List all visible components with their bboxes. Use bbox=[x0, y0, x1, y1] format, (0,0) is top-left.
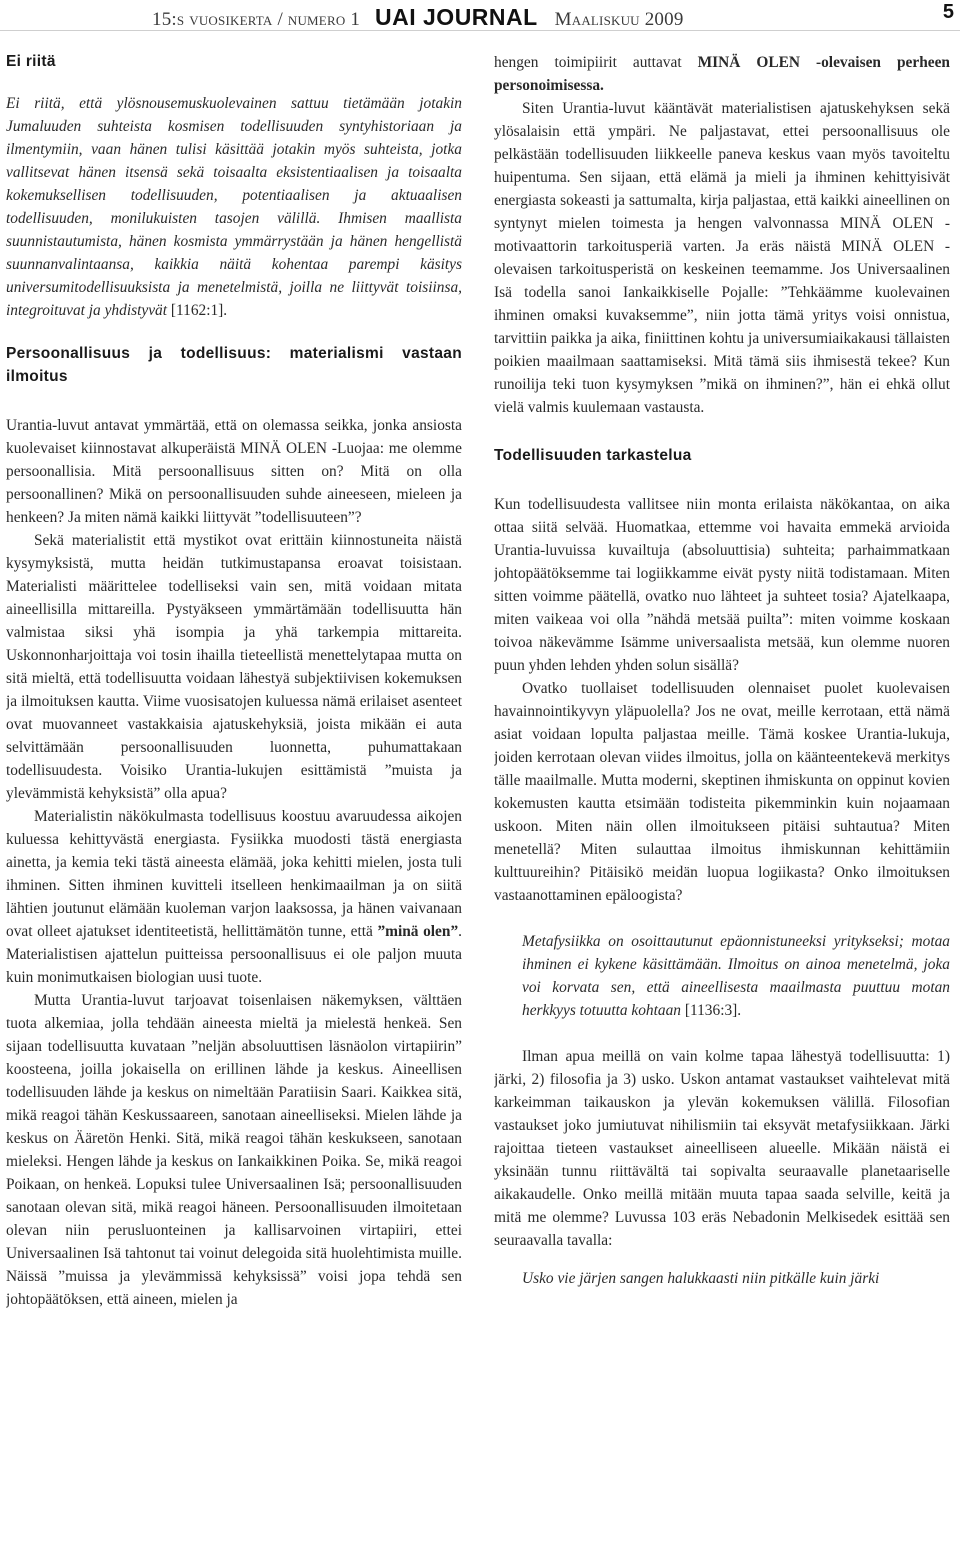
block-quote-text: Metafysiikka on osoittautunut epäonnistuneeksi yritykseksi; motaa ihminen ei kykene käsittämään. Ilmoitus on ainoa menetelmä, joka voi korvata sen, että aineellisesta maailmasta puuttuu motan herkkyys totuutta kohtaan bbox=[522, 933, 950, 1019]
left-column bbox=[6, 50, 462, 1546]
page-number: 5 bbox=[942, 1, 954, 23]
section-heading-persoonallisuus: Persoonallisuus ja todellisuus: materialismi vastaan ilmoitus bbox=[6, 345, 462, 385]
intro-quote-text: Ei riitä, että ylösnousemuskuolevainen sattuu tietämään jotakin Jumaluuden suhteista kosmisen todellisuuden syntyhistoriaan ja ilmentymiin, vaan hänen tulisi käsittää jotakin myös suhteista, jotka vallitsevat hänen itsensä sekä toisaalta eksistentiaalisen ja toisaalta kokemuksellisen todellisuuden, potentiaalisen ja aktuaalisen todellisuuden, monilukuisten tasojen välillä. Ihmisen maallista suunnistautumista, hänen kosmista ymmärrystään ja hänen hengellistä suunnanvalintaansa, kaikkia näitä kohentaa parempi käsitys universumitodellisuuksista ja menetelmistä, joilla ne liittyvät toisiinsa, integroituvat ja yhdistyvät bbox=[6, 95, 462, 319]
section-heading-todellisuuden-tarkastelua: Todellisuuden tarkastelua bbox=[494, 447, 692, 464]
emphasis-mina-olen-perhe: MINÄ OLEN -olevaisen perheen personoimisessa. bbox=[494, 54, 950, 94]
paragraph: Mutta Urantia-luvut tarjoavat toisenlaisen näkemyksen, välttäen tuota alkemiaa, jolla tehdään aineesta mieltä ja mielestä henkeä. Sen sijaan todellisuutta kuvataan ”neljän absoluuttisen läsnäolon virtapiirin” koosteena, joilla jokaisella on erillinen lähde ja keskus. Aineellisen todellisuuden lähde ja keskus on nimeltään Paratiisin Saari. Kaikkea sitä, mikä reagoi tähän Keskussaareen, sanotaan aineelliseksi. Mielen lähde ja keskus on Ääretön Henki. Sitä, mikä reagoi tähän keskukseen, sanotaan mieleksi. Hengen lähde ja keskus on Iankaikkinen Poika. Se, mikä reagoi Poikaan, on henkeä. Lopuksi tulee Universaalinen Isä; persoonallisuuden sanotaan olevan sitä, mikä reagoi häneen. Persoonallisuuden ilmoitetaan olevan niin perusluonteinen ja kallisarvoinen virtapiiri, ettei Universaalinen Isä tahtonut tai voinut delegoida sitä huolehtimista muille. Näissä ”muissa ja ylevämmissä kehyksissä” voisi jopa tehdä sen johtopäätöksen, että aineen, mielen ja bbox=[6, 992, 462, 1308]
header-line bbox=[152, 4, 684, 31]
intro-quote-ref: [1162:1]. bbox=[170, 302, 228, 319]
paragraph bbox=[494, 51, 950, 97]
paragraph bbox=[6, 805, 462, 989]
block-quote-ref: [1136:3]. bbox=[684, 1002, 742, 1019]
emphasis-mina-olen: ”minä olen” bbox=[377, 923, 459, 940]
paragraph: Ilman apua meillä on vain kolme tapaa lähestyä todellisuutta: 1) järki, 2) filosofia ja 3) usko. Uskon antamat vastaukset vaihtelevat mitä karkeimman taikauskon ja ylevän kokemuksen välillä. Filosofian vastaukset joko jumiutuvat nihilismiin tai eksyvät metafysiikkaan. Järki rajoittaa tieteen vastaukset aineelliseen alueelle. Mikään näistä ei yksinään tunnu riittävältä tai sopivalta seuraavalle planetaariselle aikakaudelle. Onko meillä mitään muuta tapaa saada selville, keitä ja mitä me olemme? Luvussa 103 eräs Nebadonin Melkisedek esittää sen seuraavalla tavalla: bbox=[494, 1048, 950, 1249]
journal-title: UAI JOURNAL bbox=[375, 4, 538, 30]
issue-date: Maaliskuu 2009 bbox=[554, 9, 684, 30]
paragraph: Urantia-luvut antavat ymmärtää, että on olemassa seikka, jonka ansiosta kuolevaiset kiinnostavat alkuperäistä MINÄ OLEN -Luojaa: me olemme persoonallisia. Mitä persoonallisuus sitten on? Mitä on olla persoonallinen? Mikä on persoonallisuuden suhde aineeseen, mieleen ja henkeen? Ja miten nämä kaikki liittyvät ”todellisuuteen”? bbox=[6, 417, 462, 526]
spacer bbox=[494, 1022, 950, 1045]
spacer bbox=[494, 1252, 950, 1267]
page-header bbox=[0, 0, 960, 31]
issue-label: 15:s vuosikerta / numero 1 bbox=[152, 9, 361, 30]
block-quote bbox=[494, 930, 950, 1022]
right-column bbox=[494, 51, 950, 1546]
intro-quote bbox=[6, 92, 462, 322]
paragraph-text: . Materialistisen ajattelun puitteissa persoonallisuus ei ole paljon muuta kuin monimutkaisen biologian uusi tuote. bbox=[6, 923, 462, 986]
block-quote-2: Usko vie järjen sangen halukkaasti niin pitkälle kuin järki bbox=[522, 1270, 880, 1287]
section-heading-ei-riita: Ei riitä bbox=[6, 53, 56, 70]
paragraph-text: hengen toimipiirit auttavat bbox=[494, 54, 682, 71]
paragraph: Ovatko tuollaiset todellisuuden olennaiset puolet kuolevaisen havainnointikyvyn yläpuolella? Jos ne ovat, meille kerrotaan, että nämä asiat voidaan lopulta paljastaa meille. Tämä koskee Urantia-lukuja, joiden kerrotaan olevan viides ilmoitus, jolla on käänteentekevä merkitys tälle maailmalle. Mutta moderni, skeptinen ihmiskunta on oppinut kovien kokemusten kautta etsimään todisteita pikemminkin kuin nojaamaan uskoon. Miten näin ollen ilmoitukseen pitäisi suhtautua? Miten menetellä? Miten sulauttaa ilmoitus ihmiskunnan kehittämiin kulttuureihin? Pitäisikö meidän luopua logiikasta? Onko ilmoituksen vastaanottaminen epäloogista? bbox=[494, 680, 950, 904]
paragraph-text: Materialistin näkökulmasta todellisuus koostuu avaruudessa aikojen kuluessa kehittyvästä energiasta. Fysiikka muodosti tästä energiasta ainetta, ja kemia teki tästä aineesta elämää, joka kehitti mielen, josta tuli ihminen. Sitten ihminen kuvitteli itselleen henkimaailman ja on siitä lähtien joutunut elämään kuoleman varjon laaksossa, ja hänen vaivanaan ovat olleet ajatukset identiteetistä, hellittämätön tunne, että bbox=[6, 808, 462, 940]
paragraph: Siten Urantia-luvut kääntävät materialistisen ajatuskehyksen sekä ylösalaisin että ympäri. Ne paljastavat, ettei persoonallisuus ole pelkästään todellisuuden liikkeelle paneva keskus vaan myös tavoiteltu huipentuma. Sen sijaan, että elämä ja mieli ja ihminen kehittyisivät energiasta sokeasti ja sattumalta, kirja paljastaa, että kaikki aineellinen on syntynyt mielen toimesta ja hengen valvonnassa MINÄ OLEN -motivaattorin tarkoitusperiä varten. Ja eräs näistä MINÄ OLEN -olevaisen tarkoitusperistä on keskeinen teemamme. Jos Universaalinen Isä todella sanoi Iankaikkiselle Pojalle: ”Tehkäämme kuolevainen ihminen omaksi kuvaksemme”, niin jotta tämä yritys voisi onnistua, tarvittiin paikka ja aika, finiittinen kohtu ja universumiaikakausi tällaisten poikien maailmaan saattamiseksi. Mitä tämä siis ihmisestä tekee? Kun runoilija teki tuon kysymyksen ”mikä on ihminen?”, hän ei ehkä ollut vielä valmis kuulemaan vastausta. bbox=[494, 100, 950, 416]
spacer bbox=[494, 907, 950, 930]
paragraph: Kun todellisuudesta vallitsee niin monta erilaista näkökantaa, on aika ottaa siitä selvää. Huomatkaa, ettemme voi havaita emmekä arvioida Urantia-luvuissa kuvailtuja (absoluuttisia) suhteita; parhaimmatkaan johtopäätöksemme tai logiikkamme eivät pysty niitä todistamaan. Miten sitten voimme päätellä, ovatko nuo lähteet ja suhteet tosia? Ajatelkaapa, miten vaikeaa voi olla ”nähdä metsää puilta”: miten voimme koskaan toivoa näkevämme Isämme universaalista metsää, kun olemme nuoren puun yhden lehden yhden solun sisällä? bbox=[494, 496, 950, 674]
paragraph: Sekä materialistit että mystikot ovat erittäin kiinnostuneita näistä kysymyksistä, mutta heidän tutkimustapansa eroavat toisistaan. Materialisti määrittelee todelliseksi vain sen, mitä voidaan mitata aineellisilla mittareilla. Pystyäkseen ymmärtämään todellisuutta hän valmistaa siksi yhä isompia ja yhä tarkempia mittareita. Uskonnonharjoittaja voi tosin ihailla tieteellistä menettelytapaa mutta on sitä mieltä, että todellisuutta voidaan lähestyä subjektiivisen kokemuksen ja ilmoituksen kautta. Viime vuosisatojen kuluessa nämä erilaiset asenteet ovat muovanneet vastakkaisia ajatuskehyksiä, joista mikään ei auta selvittämään persoonallisuuden luonnetta, puhumattakaan todellisuudesta. Voisiko Urantia-lukujen esittämistä ”muista ja ylevämmistä kehyksistä” olla apua? bbox=[6, 532, 462, 802]
